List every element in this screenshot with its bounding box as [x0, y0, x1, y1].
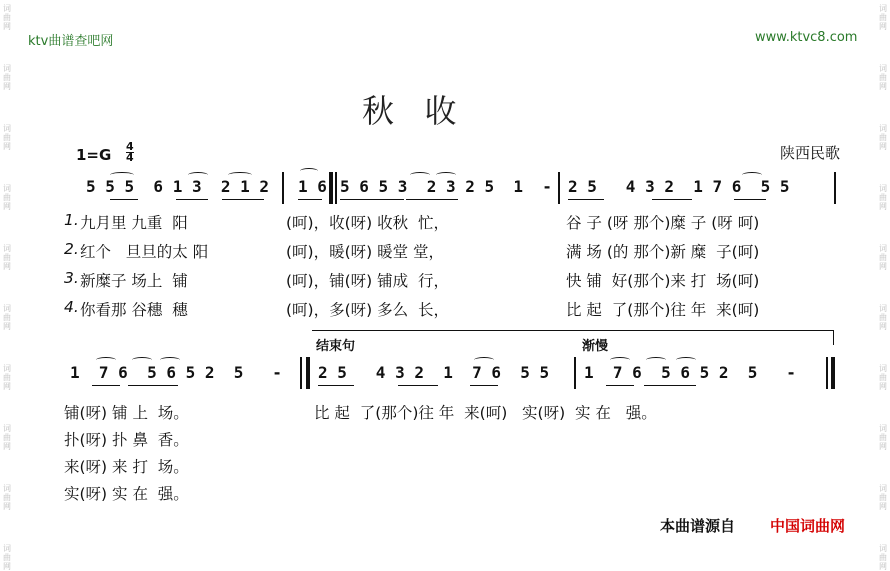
time-signature-top: 4: [126, 140, 134, 153]
slur: [646, 357, 666, 363]
beam-underline: [652, 199, 692, 200]
verse-lyric-c: 快 铺 好(那个)来 打 场(呵): [566, 272, 760, 290]
watermark-text: 词曲网: [879, 184, 887, 211]
notes-system2-a: 1 7 6 5 6 5 2 5 -: [70, 363, 282, 382]
footer-source-site[interactable]: 中国词曲网: [770, 517, 846, 535]
watermark-text: 词曲网: [3, 544, 11, 571]
watermark-text: 词曲网: [879, 424, 887, 451]
watermark-text: 词曲网: [3, 424, 11, 451]
slur: [410, 172, 430, 178]
barline: [282, 172, 284, 204]
notes-system2-b: 2 5 4 3 2 1 7 6 5 5: [318, 363, 550, 382]
barline: [826, 357, 828, 389]
beam-underline: [176, 199, 208, 200]
watermark-text: 词曲网: [879, 4, 887, 31]
header-site-left[interactable]: ktv曲谱查吧网: [28, 34, 114, 49]
beam-underline: [406, 199, 458, 200]
beam-underline: [110, 199, 138, 200]
verse-ending-lyric: 扑(呀) 扑 鼻 香。: [64, 431, 189, 449]
verse-number: 1.: [64, 211, 79, 229]
slur: [160, 357, 180, 363]
beam-underline: [128, 385, 178, 386]
watermark-text: 词曲网: [879, 124, 887, 151]
beam-underline: [340, 199, 404, 200]
watermark-text: 词曲网: [3, 364, 11, 391]
coda-label: 结束句: [316, 339, 356, 354]
time-signature-bottom: 4: [126, 151, 134, 164]
beam-underline: [222, 199, 264, 200]
slur: [474, 357, 494, 363]
footer-source-label: 本曲谱源自: [660, 517, 736, 535]
repeat-barline: [306, 357, 310, 389]
verse-lyric-b: (呵)，铺(呀) 铺成 行，: [286, 272, 449, 290]
slur: [300, 168, 318, 174]
verse-number: 3.: [64, 269, 79, 287]
barline: [834, 172, 836, 204]
slur: [676, 357, 696, 363]
watermark-left: [2, 0, 12, 571]
beam-underline: [298, 199, 322, 200]
notes-measure-1: 5 5 5 6 1 3 2 1 2: [86, 177, 270, 196]
verse-lyric-a: 红个 旦旦的太 阳: [80, 243, 209, 261]
verse-lyric-a: 你看那 谷穗 穗: [80, 301, 188, 319]
notes-measure-3: 5 6 5 3 2 3 2 5 1 -: [340, 177, 552, 196]
beam-underline: [644, 385, 696, 386]
watermark-text: 词曲网: [879, 544, 887, 571]
verse-lyric-b: (呵)，暖(呀) 暖堂 堂，: [286, 243, 445, 261]
watermark-text: 词曲网: [3, 304, 11, 331]
verse-number: 4.: [64, 298, 79, 316]
verse-ending-lyric: 来(呀) 来 打 场。: [64, 458, 189, 476]
header-site-right[interactable]: www.ktvc8.com: [755, 30, 858, 45]
watermark-text: 词曲网: [3, 4, 11, 31]
coda-bracket: [312, 330, 834, 345]
watermark-text: 词曲网: [3, 244, 11, 271]
notes-measure-4: 2 5 4 3 2 1 7 6 5 5: [568, 177, 790, 196]
slur: [742, 172, 762, 178]
composer: 陕西民歌: [780, 144, 841, 162]
barline: [300, 357, 302, 389]
verse-lyric-b: (呵)，多(呀) 多么 长，: [286, 301, 449, 319]
time-signature: [126, 142, 134, 163]
ritardando-label: 渐慢: [582, 339, 609, 354]
slur: [96, 357, 116, 363]
song-title: 秋 收: [362, 92, 457, 130]
verse-number: 2.: [64, 240, 79, 258]
beam-underline: [734, 199, 766, 200]
beam-underline: [318, 385, 354, 386]
barline: [574, 357, 576, 389]
watermark-text: 词曲网: [3, 484, 11, 511]
verse-lyric-a: 九月里 九重 阳: [80, 214, 188, 232]
slur: [132, 357, 152, 363]
beam-underline: [470, 385, 498, 386]
barline: [335, 172, 337, 204]
slur: [228, 172, 252, 178]
slur: [610, 357, 630, 363]
verse-lyric-b: (呵)，收(呀) 收秋 忙，: [286, 214, 449, 232]
verse-ending-lyric: 实(呀) 实 在 强。: [64, 485, 189, 503]
verse-lyric-a: 新糜子 场上 铺: [80, 272, 188, 290]
beam-underline: [92, 385, 120, 386]
beam-underline: [568, 199, 604, 200]
slur: [436, 172, 456, 178]
notes-system2-c: 1 7 6 5 6 5 2 5 -: [584, 363, 796, 382]
verse-lyric-c: 比 起 了(那个)往 年 来(呵): [566, 301, 760, 319]
beam-underline: [398, 385, 438, 386]
verse-lyric-c: 谷 子 (呀 那个)糜 子 (呀 呵): [566, 214, 760, 232]
verse-ending-lyric: 铺(呀) 铺 上 场。: [64, 404, 189, 422]
watermark-right: [878, 0, 888, 571]
verse-lyric-c: 满 场 (的 那个)新 糜 子(呵): [566, 243, 760, 261]
final-barline: [831, 357, 835, 389]
watermark-text: 词曲网: [879, 304, 887, 331]
watermark-text: 词曲网: [879, 64, 887, 91]
watermark-text: 词曲网: [879, 484, 887, 511]
lyric-coda: 比 起 了(那个)往 年 来(呵) 实(呀) 实 在 强。: [314, 404, 657, 422]
watermark-text: 词曲网: [879, 364, 887, 391]
repeat-barline: [329, 172, 333, 204]
barline: [558, 172, 560, 204]
key-signature: 1=G: [76, 146, 112, 164]
slur: [110, 172, 134, 178]
watermark-text: 词曲网: [879, 244, 887, 271]
watermark-text: 词曲网: [3, 64, 11, 91]
slur: [188, 172, 208, 178]
watermark-text: 词曲网: [3, 124, 11, 151]
notes-measure-2: 1 6: [298, 177, 327, 196]
beam-underline: [606, 385, 634, 386]
watermark-text: 词曲网: [3, 184, 11, 211]
